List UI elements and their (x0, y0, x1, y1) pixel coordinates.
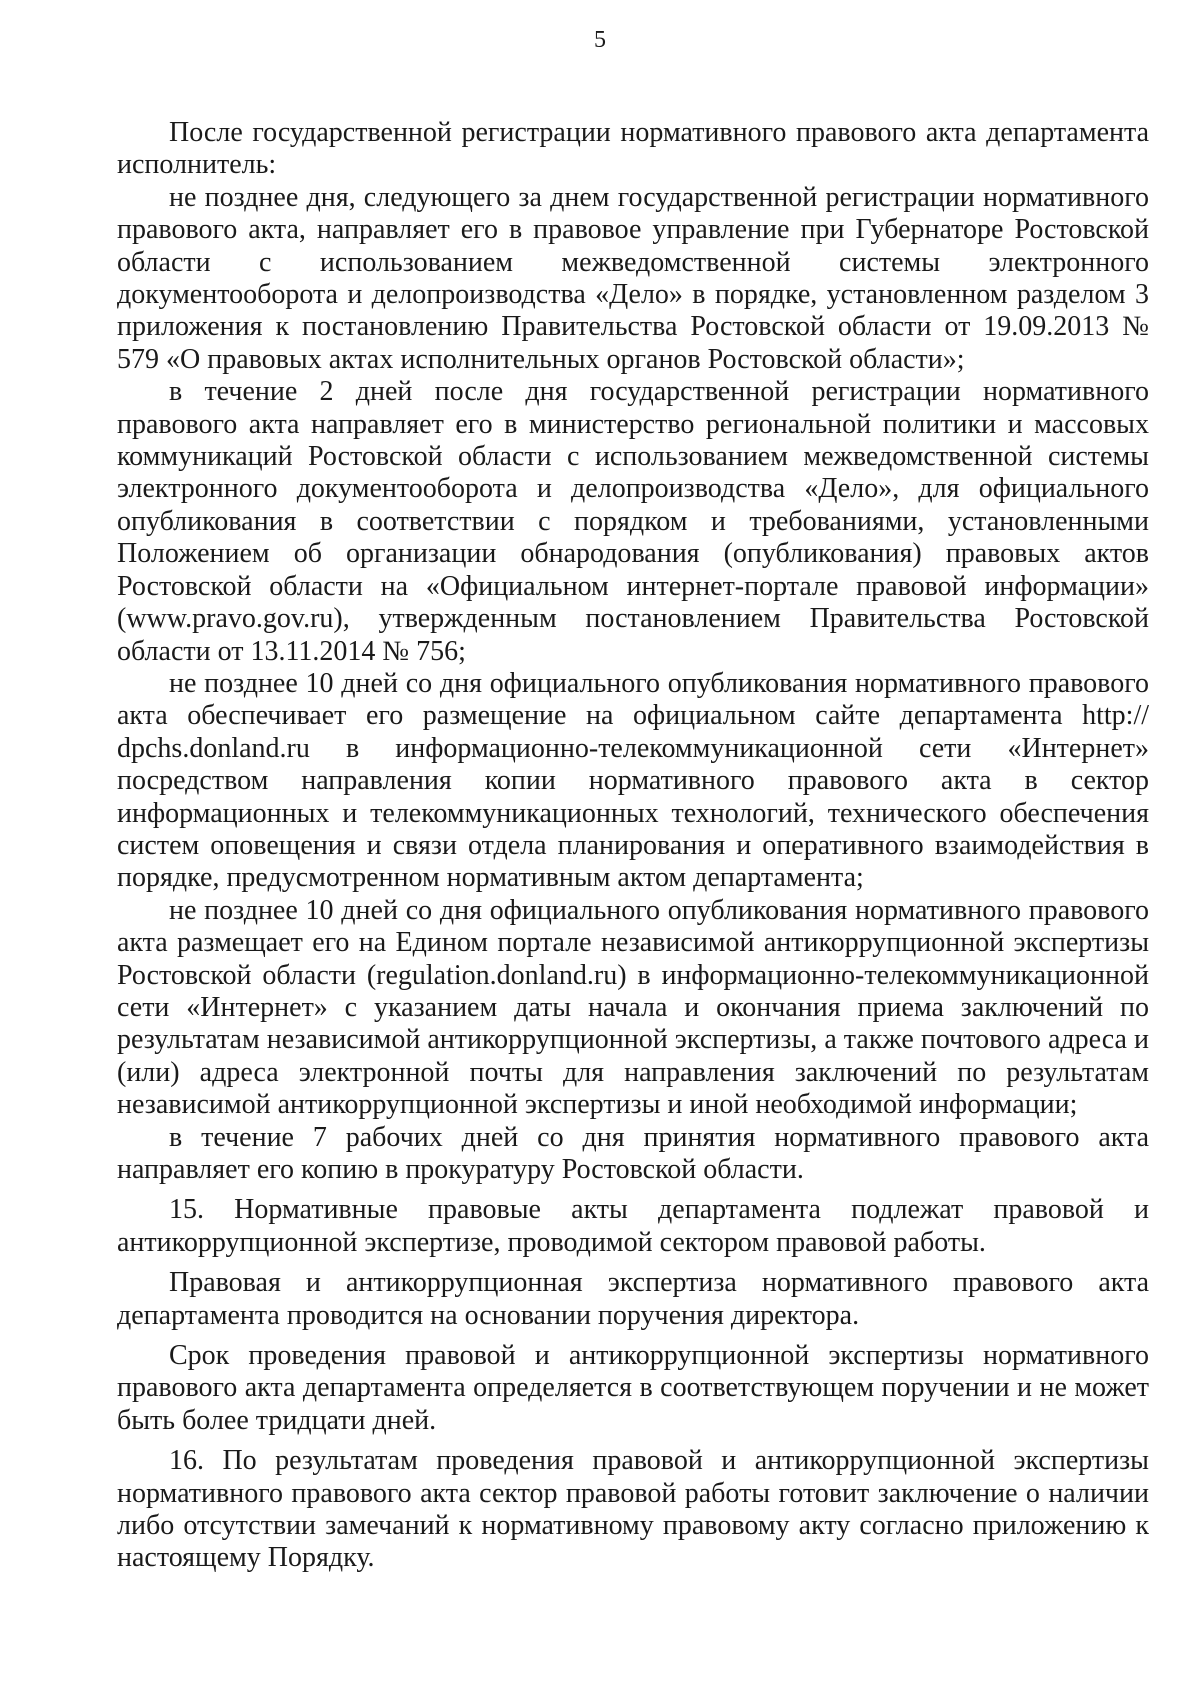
paragraph-prosecutor-copy: в течение 7 рабочих дней со дня принятия нормативного правового акта направляет его копию в прокуратуру Ростовской области. (117, 1121, 1149, 1185)
paragraph-item-16: 16. По результатам проведения правовой и антикоррупционной экспертизы нормативного правового акта сектор правовой работы готовит заключение о наличии либо отсутствии замечаний к нормативному правовому акту согласно приложению к настоящему Порядку. (117, 1445, 1149, 1574)
paragraph-legal-department: не позднее дня, следующего за днем государственной регистрации нормативного правового акта, направляет его в правовое управление при Губернаторе Ростовской области с использованием межведомственной системы электронного документооборота и делопроизводства «Дело» в порядке, установленном разделом 3 приложения к постановлению Правительства Ростовской области от 19.09.2013 № 579 «О правовых актах исполнительных органов Ростовской области»; (117, 181, 1149, 375)
paragraph-official-publication: в течение 2 дней после дня государственной регистрации нормативного правового акта направляет его в министерство региональной политики и массовых коммуникаций Ростовской области с использованием межведомственной системы электронного документооборота и делопроизводства «Дело», для официального опубликования в соответствии с порядком и требованиями, установленными Положением об организации обнародования (опубликования) правовых актов Ростовской области на «Официальном интернет-портале правовой информации» (www.pravo.gov.ru), утвержденным постановлением Правительства Ростовской области от 13.11.2014 № 756; (117, 376, 1149, 667)
paragraph-item-15: 15. Нормативные правовые акты департамента подлежат правовой и антикоррупционной экспертизе, проводимой сектором правовой работы. (117, 1194, 1149, 1258)
paragraph-website-posting: не позднее 10 дней со дня официального опубликования нормативного правового акта обеспечивает его размещение на официальном сайте департамента http:// dpchs.donland.ru в информационно-телекоммуникационной сети «Интернет» посредством направления копии нормативного правового акта в сектор информационных и телекоммуникационных технологий, технического обеспечения систем оповещения и связи отдела планирования и оперативного взаимодействия в порядке, предусмотренном нормативным актом департамента; (117, 667, 1149, 894)
paragraph-registration-intro: После государственной регистрации нормативного правового акта департамента исполнитель: (117, 117, 1149, 181)
paragraph-anticorruption-portal: не позднее 10 дней со дня официального опубликования нормативного правового акта размещает его на Едином портале независимой антикоррупционной экспертизы Ростовской области (regulation.donland.ru) в информационно-телекоммуникационной сети «Интернет» с указанием даты начала и окончания приема заключений по результатам независимой антикоррупционной экспертизы, а также почтового адреса и (или) адреса электронной почты для направления заключений по результатам независимой антикоррупционной экспертизы и иной необходимой информации; (117, 894, 1149, 1121)
document-body (117, 117, 1149, 1575)
page-number: 5 (594, 27, 606, 53)
paragraph-expertise-term: Срок проведения правовой и антикоррупционной экспертизы нормативного правового акта департамента определяется в соответствующем поручении и не может быть более тридцати дней. (117, 1340, 1149, 1436)
paragraph-expertise-basis: Правовая и антикоррупционная экспертиза нормативного правового акта департамента проводится на основании поручения директора. (117, 1267, 1149, 1331)
